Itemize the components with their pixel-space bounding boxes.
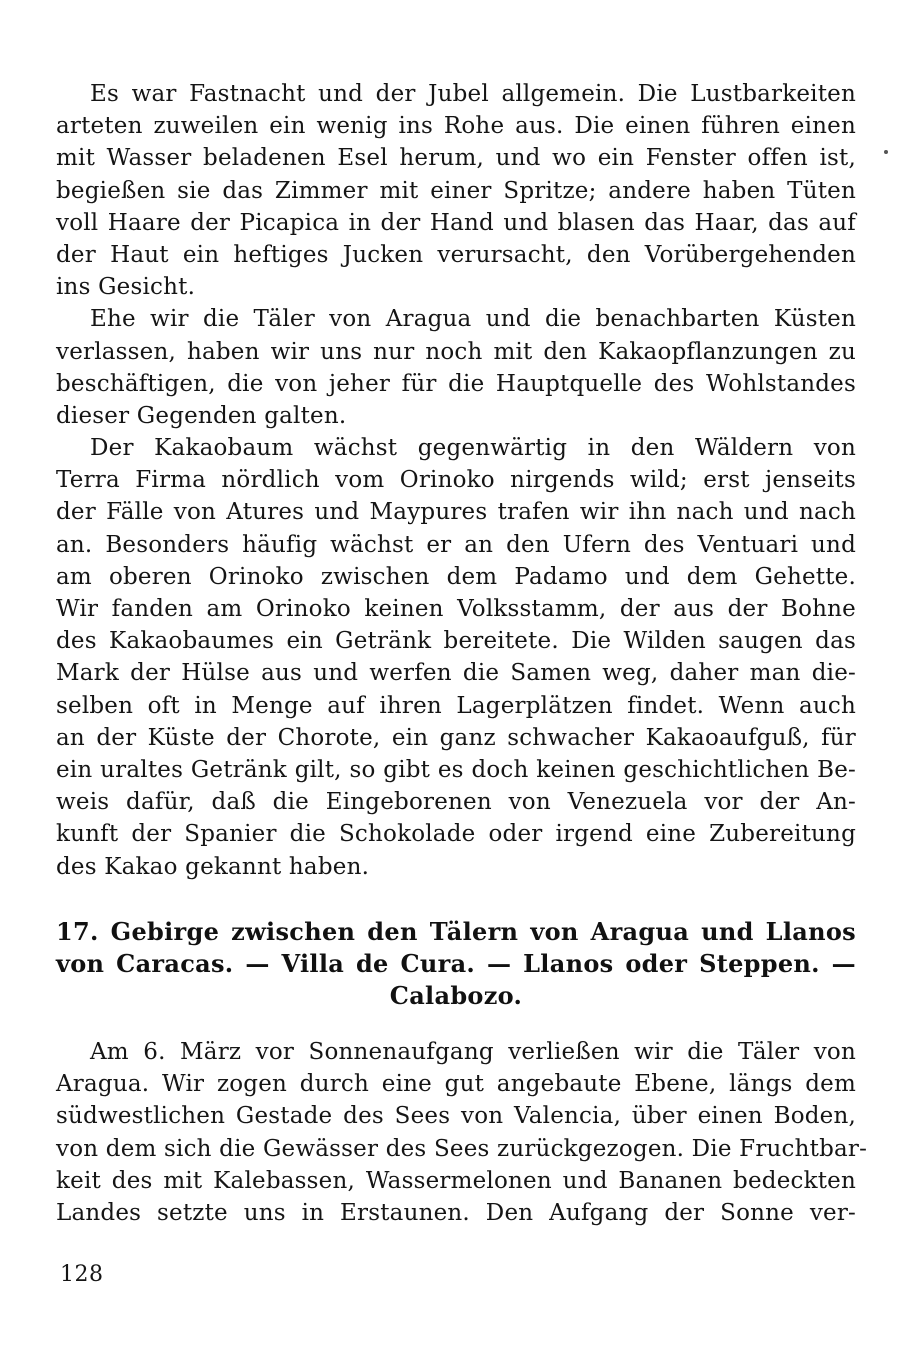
text-line: verlassen, haben wir uns nur noch mit den Kakaopflanzungen zu <box>56 338 856 365</box>
text-line: weis dafür, daß die Eingeborenen von Venezuela vor der An- <box>56 789 856 816</box>
text-line: an. Besonders häufig wächst er an den Ufern des Ventuari und <box>56 531 856 558</box>
chapter-heading <box>56 916 856 1012</box>
text-line: kunft der Spanier die Schokolade oder irgend eine Zubereitung <box>56 821 856 848</box>
text-line: südwestlichen Gestade des Sees von Valencia, über einen Boden, <box>56 1103 856 1130</box>
text-line: Landes setzte uns in Erstaunen. Den Aufgang der Sonne ver- <box>56 1199 856 1226</box>
text-line: Terra Firma nördlich vom Orinoko nirgends wild; erst jenseits <box>56 467 856 494</box>
text-line: mit Wasser beladenen Esel herum, und wo ein Fenster offen ist, <box>56 145 856 172</box>
text-line: begießen sie das Zimmer mit einer Spritze; andere haben Tüten <box>56 177 856 204</box>
paragraph <box>56 1036 868 1229</box>
text-line: ins Gesicht. <box>56 274 196 301</box>
text-line: Aragua. Wir zogen durch eine gut angebaute Ebene, längs dem <box>56 1071 856 1098</box>
text-line: am oberen Orinoko zwischen dem Padamo und dem Gehette. <box>56 563 856 590</box>
text-line: Wir fanden am Orinoko keinen Volksstamm, der aus der Bohne <box>56 596 856 622</box>
text-line: ein uraltes Getränk gilt, so gibt es doch keinen geschichtlichen Be- <box>56 756 856 783</box>
page-number: 128 <box>60 1262 104 1287</box>
text-line: des Kakao gekannt haben. <box>56 853 370 880</box>
heading-line: von Caracas. — Villa de Cura. — Llanos oder Steppen. — <box>56 949 856 978</box>
text-line: von dem sich die Gewässer des Sees zurückgezogen. Die Fruchtbar- <box>56 1135 868 1162</box>
text-line: keit des mit Kalebassen, Wassermelonen und Bananen bedeckten <box>56 1167 856 1194</box>
print-speck-mark <box>884 150 888 154</box>
text-line: Es war Fastnacht und der Jubel allgemein. Die Lustbarkeiten <box>90 81 856 107</box>
text-line: Ehe wir die Täler von Aragua und die benachbarten Küsten <box>90 306 856 333</box>
heading-line: Calabozo. <box>389 981 523 1010</box>
paragraph <box>56 78 856 303</box>
text-line: dieser Gegenden galten. <box>56 402 347 429</box>
text-line: Der Kakaobaum wächst gegenwärtig in den Wäldern von <box>90 435 856 462</box>
body-text-bottom <box>56 1036 868 1229</box>
paragraph <box>56 303 856 432</box>
text-line: selben oft in Menge auf ihren Lagerplätzen findet. Wenn auch <box>56 692 856 719</box>
text-line: voll Haare der Picapica in der Hand und blasen das Haar, das auf <box>56 209 856 236</box>
text-line: der Fälle von Atures und Maypures trafen wir ihn nach und nach <box>56 499 856 526</box>
text-line: arteten zuweilen ein wenig ins Rohe aus. Die einen führen einen <box>56 113 856 140</box>
text-line: Am 6. März vor Sonnenaufgang verließen wir die Täler von <box>90 1039 856 1065</box>
body-text-top <box>56 78 856 883</box>
text-line: beschäftigen, die von jeher für die Hauptquelle des Wohlstandes <box>56 370 856 397</box>
text-line: des Kakaobaumes ein Getränk bereitete. Die Wilden saugen das <box>56 628 856 655</box>
paragraph <box>56 432 856 883</box>
heading-line: 17. Gebirge zwischen den Tälern von Aragua und Llanos <box>56 917 856 946</box>
text-line: Mark der Hülse aus und werfen die Samen weg, daher man die- <box>56 660 856 687</box>
text-line: an der Küste der Chorote, ein ganz schwacher Kakaoaufguß, für <box>56 724 856 751</box>
text-line: der Haut ein heftiges Jucken verursacht, den Vorübergehenden <box>56 241 856 268</box>
